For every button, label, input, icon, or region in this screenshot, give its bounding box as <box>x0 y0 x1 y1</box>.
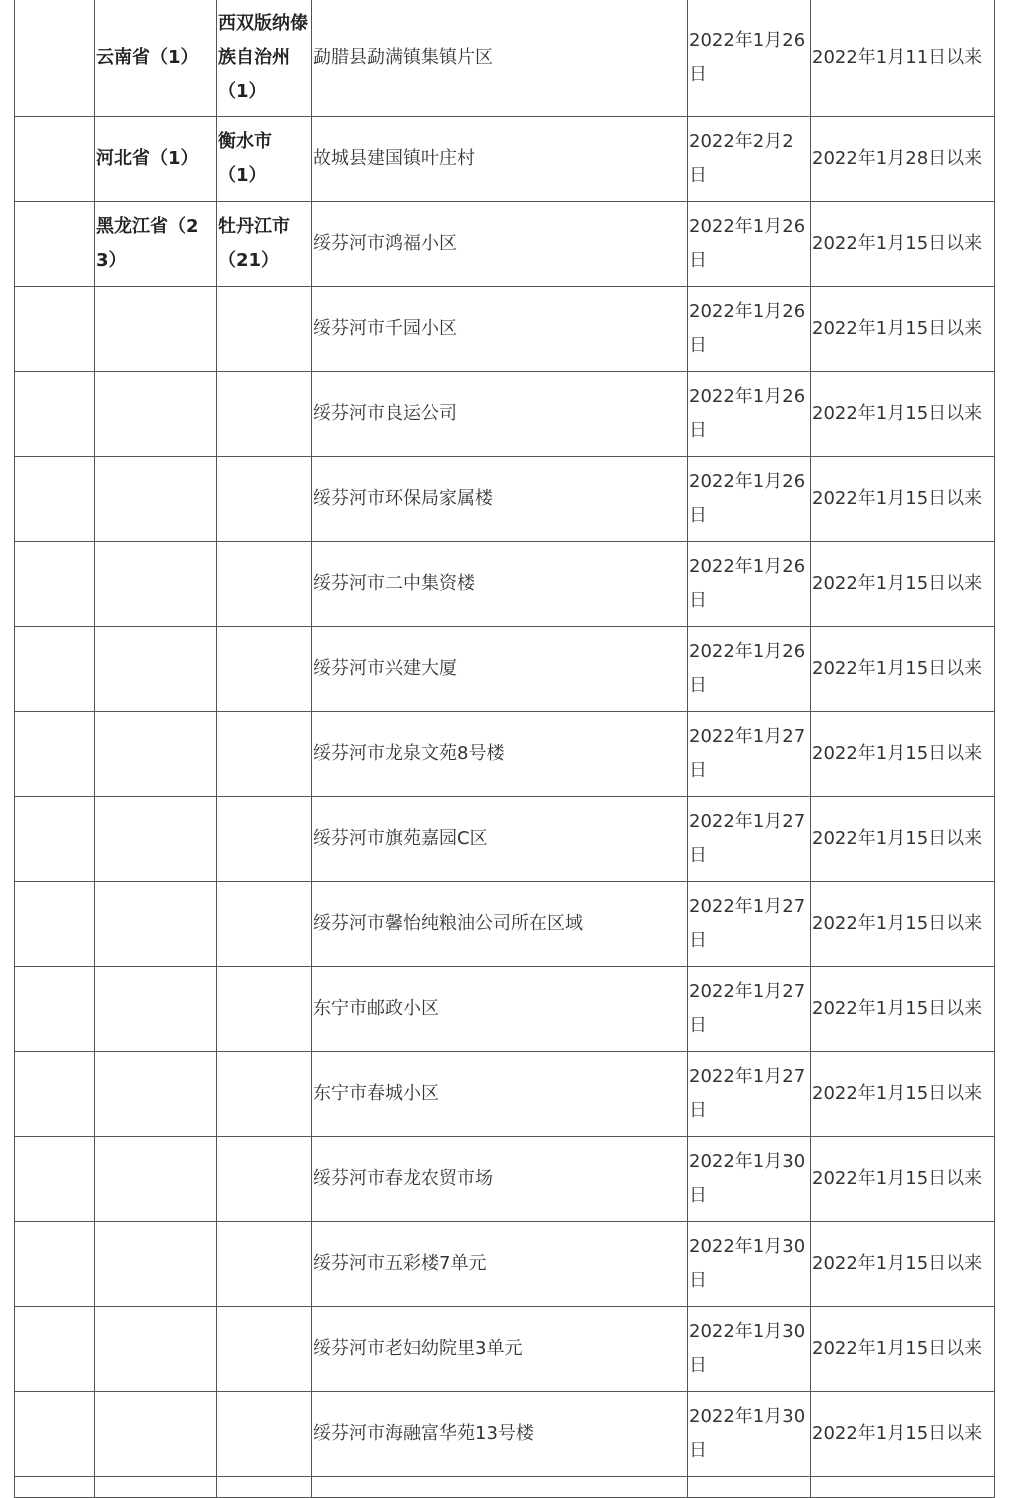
row-blank-cell <box>15 1307 95 1392</box>
published-date-cell: 2022年1月30日 <box>688 1222 811 1307</box>
area-cell: 绥芬河市海融富华苑13号楼 <box>312 1392 688 1477</box>
area-cell: 绥芬河市老妇幼院里3单元 <box>312 1307 688 1392</box>
province-cell: 黑龙江省（23） <box>95 202 217 287</box>
row-blank-cell <box>15 372 95 457</box>
empty-cell <box>312 1477 688 1498</box>
row-blank-cell <box>15 117 95 202</box>
published-date-cell: 2022年1月30日 <box>688 1307 811 1392</box>
table-row <box>15 1392 995 1477</box>
risk-area-table <box>14 0 995 1498</box>
area-cell: 勐腊县勐满镇集镇片区 <box>312 0 688 117</box>
city-cell <box>217 1307 312 1392</box>
since-date-cell: 2022年1月15日以来 <box>811 287 995 372</box>
since-date-cell: 2022年1月11日以来 <box>811 0 995 117</box>
city-cell <box>217 882 312 967</box>
empty-cell <box>95 1477 217 1498</box>
area-cell: 绥芬河市龙泉文苑8号楼 <box>312 712 688 797</box>
province-cell <box>95 1137 217 1222</box>
empty-cell <box>15 1477 95 1498</box>
area-cell: 故城县建国镇叶庄村 <box>312 117 688 202</box>
city-cell <box>217 627 312 712</box>
published-date-cell: 2022年2月2日 <box>688 117 811 202</box>
area-cell: 东宁市春城小区 <box>312 1052 688 1137</box>
city-cell: 衡水市（1） <box>217 117 312 202</box>
row-blank-cell <box>15 0 95 117</box>
province-cell <box>95 1307 217 1392</box>
published-date-cell: 2022年1月27日 <box>688 712 811 797</box>
city-cell <box>217 1392 312 1477</box>
city-cell <box>217 1052 312 1137</box>
since-date-cell: 2022年1月15日以来 <box>811 1137 995 1222</box>
since-date-cell: 2022年1月28日以来 <box>811 117 995 202</box>
since-date-cell: 2022年1月15日以来 <box>811 967 995 1052</box>
row-blank-cell <box>15 542 95 627</box>
province-cell <box>95 882 217 967</box>
table-row <box>15 287 995 372</box>
published-date-cell: 2022年1月26日 <box>688 202 811 287</box>
empty-cell <box>217 1477 312 1498</box>
city-cell <box>217 797 312 882</box>
published-date-cell: 2022年1月27日 <box>688 1052 811 1137</box>
row-blank-cell <box>15 202 95 287</box>
table-row <box>15 372 995 457</box>
row-blank-cell <box>15 287 95 372</box>
since-date-cell: 2022年1月15日以来 <box>811 882 995 967</box>
published-date-cell: 2022年1月26日 <box>688 372 811 457</box>
province-cell <box>95 627 217 712</box>
area-cell: 绥芬河市五彩楼7单元 <box>312 1222 688 1307</box>
since-date-cell: 2022年1月15日以来 <box>811 542 995 627</box>
province-cell <box>95 542 217 627</box>
province-cell: 云南省（1） <box>95 0 217 117</box>
city-cell <box>217 287 312 372</box>
published-date-cell: 2022年1月27日 <box>688 967 811 1052</box>
since-date-cell: 2022年1月15日以来 <box>811 627 995 712</box>
since-date-cell: 2022年1月15日以来 <box>811 1307 995 1392</box>
city-cell: 牡丹江市（21） <box>217 202 312 287</box>
province-cell <box>95 1392 217 1477</box>
area-cell: 绥芬河市鸿福小区 <box>312 202 688 287</box>
area-cell: 绥芬河市兴建大厦 <box>312 627 688 712</box>
table-row <box>15 967 995 1052</box>
province-cell: 河北省（1） <box>95 117 217 202</box>
city-cell <box>217 1222 312 1307</box>
area-cell: 绥芬河市环保局家属楼 <box>312 457 688 542</box>
row-blank-cell <box>15 1052 95 1137</box>
area-cell: 绥芬河市旗苑嘉园C区 <box>312 797 688 882</box>
row-blank-cell <box>15 797 95 882</box>
row-blank-cell <box>15 457 95 542</box>
city-cell <box>217 967 312 1052</box>
area-cell: 绥芬河市二中集资楼 <box>312 542 688 627</box>
published-date-cell: 2022年1月26日 <box>688 287 811 372</box>
city-cell <box>217 372 312 457</box>
empty-cell <box>811 1477 995 1498</box>
table-body <box>15 0 995 1498</box>
area-cell: 绥芬河市良运公司 <box>312 372 688 457</box>
table-row <box>15 0 995 117</box>
city-cell <box>217 542 312 627</box>
province-cell <box>95 712 217 797</box>
table-row <box>15 1222 995 1307</box>
since-date-cell: 2022年1月15日以来 <box>811 797 995 882</box>
province-cell <box>95 372 217 457</box>
table-row <box>15 1052 995 1137</box>
row-blank-cell <box>15 1137 95 1222</box>
area-cell: 东宁市邮政小区 <box>312 967 688 1052</box>
table-row-partial <box>15 1477 995 1498</box>
city-cell <box>217 457 312 542</box>
province-cell <box>95 287 217 372</box>
since-date-cell: 2022年1月15日以来 <box>811 372 995 457</box>
province-cell <box>95 457 217 542</box>
province-cell <box>95 967 217 1052</box>
since-date-cell: 2022年1月15日以来 <box>811 1222 995 1307</box>
table-row <box>15 1137 995 1222</box>
row-blank-cell <box>15 967 95 1052</box>
published-date-cell: 2022年1月30日 <box>688 1392 811 1477</box>
province-cell <box>95 1052 217 1137</box>
province-cell <box>95 1222 217 1307</box>
table-row <box>15 457 995 542</box>
city-cell: 西双版纳傣族自治州（1） <box>217 0 312 117</box>
area-cell: 绥芬河市千园小区 <box>312 287 688 372</box>
row-blank-cell <box>15 882 95 967</box>
row-blank-cell <box>15 712 95 797</box>
province-cell <box>95 797 217 882</box>
table-row <box>15 542 995 627</box>
table-row <box>15 797 995 882</box>
table-row <box>15 202 995 287</box>
city-cell <box>217 712 312 797</box>
since-date-cell: 2022年1月15日以来 <box>811 457 995 542</box>
table-row <box>15 627 995 712</box>
row-blank-cell <box>15 627 95 712</box>
since-date-cell: 2022年1月15日以来 <box>811 1392 995 1477</box>
table-row <box>15 117 995 202</box>
published-date-cell: 2022年1月26日 <box>688 457 811 542</box>
published-date-cell: 2022年1月26日 <box>688 0 811 117</box>
area-cell: 绥芬河市馨怡纯粮油公司所在区域 <box>312 882 688 967</box>
empty-cell <box>688 1477 811 1498</box>
row-blank-cell <box>15 1222 95 1307</box>
table-row <box>15 712 995 797</box>
since-date-cell: 2022年1月15日以来 <box>811 712 995 797</box>
published-date-cell: 2022年1月26日 <box>688 627 811 712</box>
row-blank-cell <box>15 1392 95 1477</box>
published-date-cell: 2022年1月27日 <box>688 797 811 882</box>
published-date-cell: 2022年1月30日 <box>688 1137 811 1222</box>
table-row <box>15 882 995 967</box>
published-date-cell: 2022年1月26日 <box>688 542 811 627</box>
area-cell: 绥芬河市春龙农贸市场 <box>312 1137 688 1222</box>
table-row <box>15 1307 995 1392</box>
since-date-cell: 2022年1月15日以来 <box>811 202 995 287</box>
published-date-cell: 2022年1月27日 <box>688 882 811 967</box>
city-cell <box>217 1137 312 1222</box>
since-date-cell: 2022年1月15日以来 <box>811 1052 995 1137</box>
